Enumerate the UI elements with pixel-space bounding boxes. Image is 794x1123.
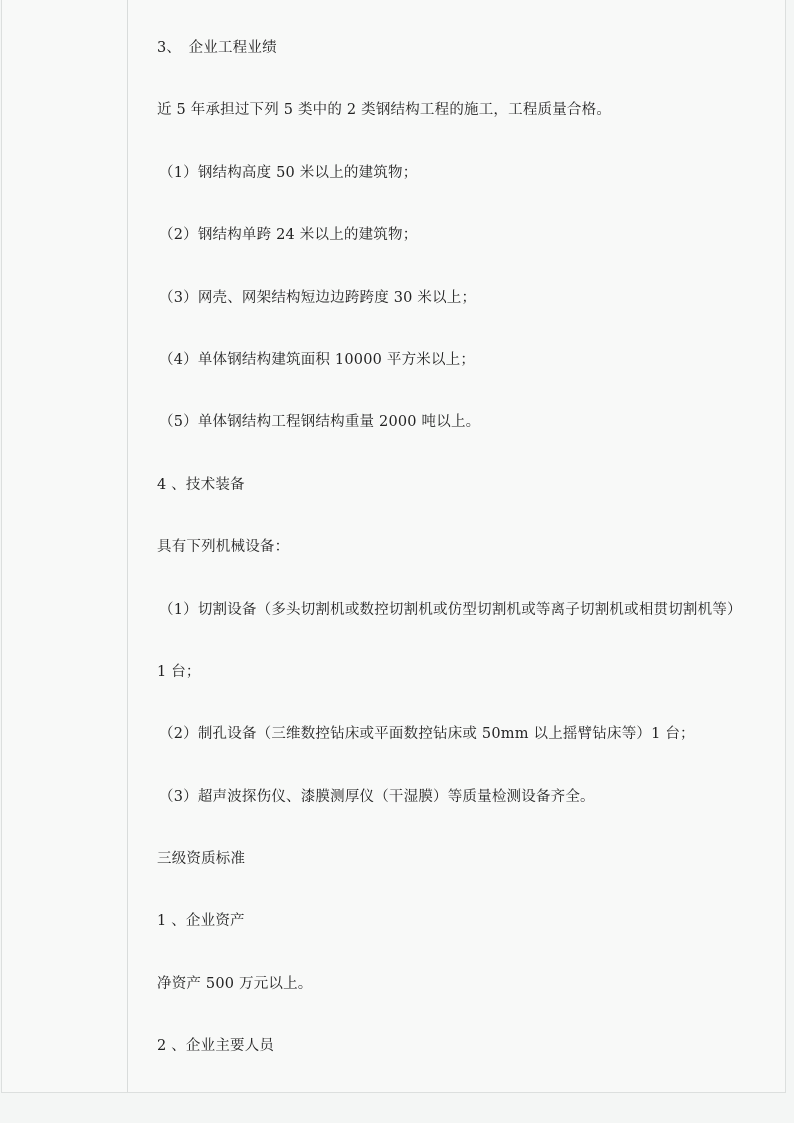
list-item: （3）超声波探伤仪、漆膜测厚仪（干湿膜）等质量检测设备齐全。 [159, 788, 595, 805]
performance-requirement: 近 5 年承担过下列 5 类中的 2 类钢结构工程的施工，工程质量合格。 [157, 102, 612, 119]
list-item: （2）钢结构单跨 24 米以上的建筑物； [159, 227, 418, 244]
list-item: （3）网壳、网架结构短边边跨跨度 30 米以上； [159, 289, 477, 306]
list-item: （1）切割设备（多头切割机或数控切割机或仿型切割机或等离子切割机或相贯切割机等） [159, 601, 742, 618]
assets-requirement: 净资产 500 万元以上。 [157, 975, 313, 992]
list-item: （5）单体钢结构工程钢结构重量 2000 吨以上。 [159, 414, 481, 431]
left-column [2, 0, 128, 1092]
list-item: （4）单体钢结构建筑面积 10000 平方米以上； [159, 351, 476, 368]
section-heading-assets: 1 、企业资产 [157, 913, 245, 930]
section-heading-equipment: 4 、技术装备 [157, 476, 245, 493]
equipment-intro: 具有下列机械设备： [157, 539, 290, 556]
list-item: （1）钢结构高度 50 米以上的建筑物； [159, 164, 418, 181]
section-heading-performance: 3、 企业工程业绩 [157, 40, 277, 56]
grade-three-heading: 三级资质标准 [157, 851, 246, 868]
content-column [157, 38, 793, 1099]
section-heading-personnel: 2 、企业主要人员 [157, 1038, 275, 1055]
list-item-continuation: 1 台； [157, 663, 201, 680]
list-item: （2）制孔设备（三维数控钻床或平面数控钻床或 50mm 以上摇臂钻床等）1 台； [159, 726, 695, 743]
